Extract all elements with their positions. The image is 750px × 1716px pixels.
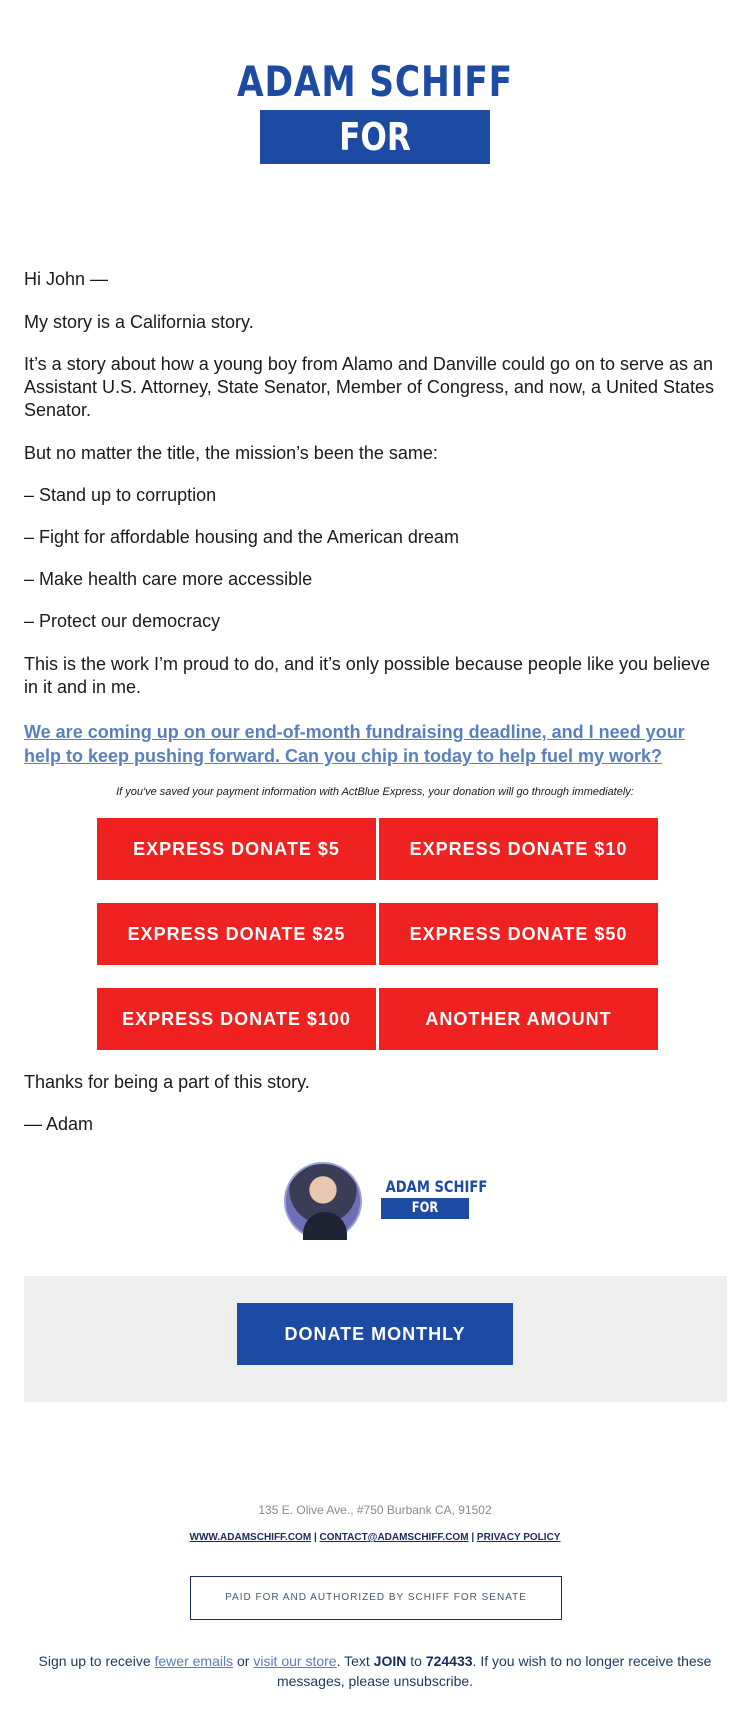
express-donate-5-button[interactable]: EXPRESS DONATE $5 [97,818,376,880]
signup-text [30,1651,720,1691]
footer-separator: | [471,1532,475,1543]
signup-or: or [233,1653,254,1669]
monthly-donation-panel [24,1276,727,1402]
avatar [284,1162,362,1240]
greeting: Hi John — [24,269,109,289]
paragraph-work: This is the work I’m proud to do, and it’s only possible because people like you believe in it and in me. [24,654,711,697]
footer-separator: | [313,1532,317,1543]
fundraising-deadline-link[interactable]: We are coming up on our end-of-month fundraising deadline, and I need your help to keep pushing forward. Can you chip in today to help fuel my work? [24,722,685,766]
signup-pre: Sign up to receive [38,1653,155,1669]
bullet-item: – Protect our democracy [24,611,221,631]
paragraph-mission: But no matter the title, the mission’s been the same: [24,443,438,463]
signature-logo-tagline: FOR SENATE [400,1200,450,1237]
logo-name: ADAM SCHIFF [237,57,513,106]
signup-to: to [406,1653,426,1669]
contact-email-link[interactable]: CONTACT@ADAMSCHIFF.COM [319,1532,469,1543]
visit-store-link[interactable]: visit our store [253,1653,337,1669]
footer-links [0,1532,750,1543]
fewer-emails-link[interactable]: fewer emails [154,1653,234,1669]
website-link[interactable]: WWW.ADAMSCHIFF.COM [189,1532,312,1543]
signup-post: . If you wish to no longer receive these messages, please unsubscribe. [276,1653,712,1689]
express-donate-10-button[interactable]: EXPRESS DONATE $10 [379,818,658,880]
express-donate-50-button[interactable]: EXPRESS DONATE $50 [379,903,658,965]
donate-monthly-button[interactable]: DONATE MONTHLY [237,1303,513,1365]
signoff: — Adam [24,1114,94,1134]
logo-tagline-box [260,110,490,213]
privacy-policy-link[interactable]: PRIVACY POLICY [476,1532,561,1543]
express-donate-100-button[interactable]: EXPRESS DONATE $100 [97,988,376,1050]
join-keyword: JOIN [373,1653,407,1669]
logo-tagline: FOR SENATE [307,115,443,213]
another-amount-button[interactable]: ANOTHER AMOUNT [379,988,658,1050]
paragraph-story: It’s a story about how a young boy from Alamo and Danville could go on to serve as an Assistant U.S. Attorney, State Senator, Member of Congress, and now, a United States Senator. [24,354,715,420]
footer-address: 135 E. Olive Ave., #750 Burbank CA, 91502 [258,1503,492,1517]
signature-logo [377,1177,488,1237]
actblue-express-note: If you've saved your payment information with ActBlue Express, your donation will go through immediately: [116,786,634,798]
signature-block [284,1162,488,1242]
paragraph-intro: My story is a California story. [24,312,254,332]
header-logo [0,57,750,213]
closing-thanks: Thanks for being a part of this story. [24,1072,310,1092]
signature-logo-box [381,1198,469,1237]
bullet-item: – Stand up to corruption [24,485,217,505]
express-donate-25-button[interactable]: EXPRESS DONATE $25 [97,903,376,965]
signup-text-label: . Text [336,1653,374,1669]
bullet-item: – Fight for affordable housing and the American dream [24,527,459,547]
signature-logo-name: ADAM SCHIFF [385,1177,488,1196]
bullet-item: – Make health care more accessible [24,569,313,589]
sms-shortcode: 724433 [425,1653,473,1669]
paid-for-disclaimer: PAID FOR AND AUTHORIZED BY SCHIFF FOR SENATE [190,1576,562,1620]
